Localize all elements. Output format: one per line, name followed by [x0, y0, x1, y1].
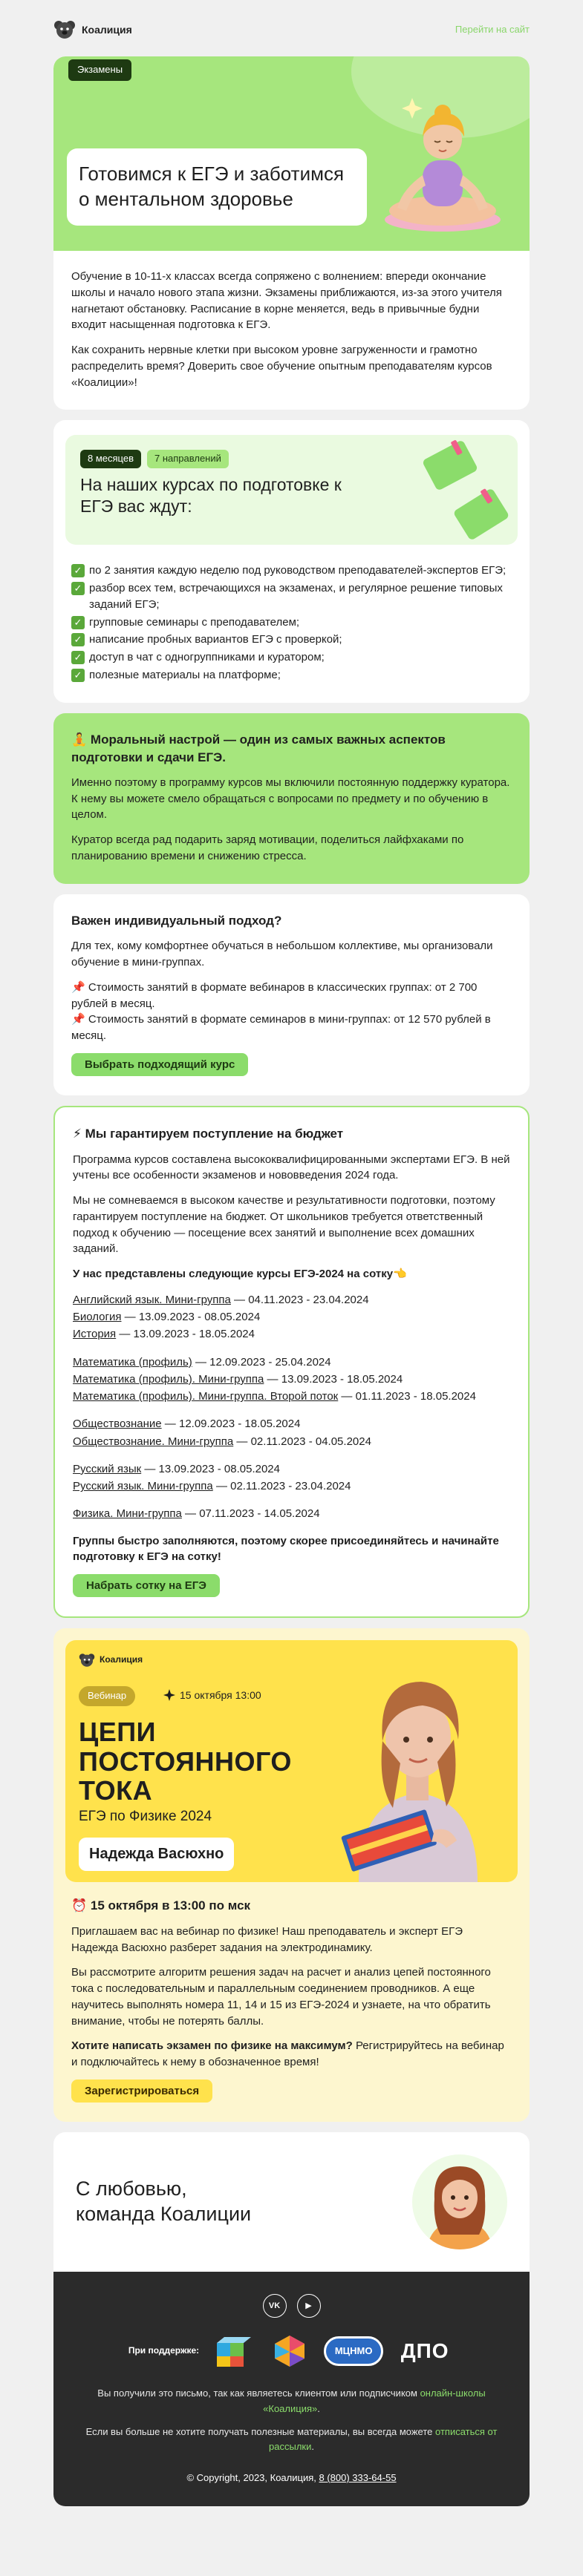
pin-icon: 📌 — [71, 1013, 85, 1026]
social-links — [71, 2294, 512, 2318]
webinar-paragraph-1: Приглашаем вас на вебинар по физике! Наш преподаватель и эксперт ЕГЭ Надежда Васюхно разберет задания на электродинамику. — [71, 1924, 463, 1954]
moral-paragraph-2: Куратор всегда рад подарить заряд мотивации, поделиться лайфхаками по планированию времени и снижению стресса. — [71, 833, 464, 862]
courses-checklist — [53, 545, 530, 702]
course-group — [73, 1505, 510, 1522]
hero-paragraph-2: Как сохранить нервные клетки при высоком уровне загруженности и грамотно распределить время? Доверить свое обучение опытным преподавателям курсов «Коалиции»! — [71, 344, 492, 389]
sparkle-icon — [163, 1689, 175, 1701]
check-icon: ✓ — [71, 651, 85, 664]
course-link[interactable]: Русский язык — [73, 1462, 142, 1475]
course-link[interactable]: Английский язык. Мини-группа — [73, 1293, 231, 1306]
price-item: 📌 Стоимость занятий в формате вебинаров в классических группах: от 2 700 рублей в месяц. — [71, 980, 478, 1010]
phone-link[interactable]: 8 (800) 333-64-55 — [319, 2472, 397, 2484]
koala-logo-icon — [53, 19, 76, 41]
speaker-photo — [336, 1659, 500, 1882]
brand-name: Коалиция — [82, 23, 132, 36]
guarantee-closing: Группы быстро заполняются, поэтому скорее присоединяйтесь и начинайте подготовку к ЕГЭ на сотку! — [73, 1534, 499, 1564]
webinar-paragraph-2: Вы рассмотрите алгоритм решения задач на расчет и анализ цепей постоянного тока с последовательным и параллельным соединением проводников. А еще научитесь выполнять номера 11, 14 и 15 из ЕГЭ-2024 и узнаете, на что обратить внимание, чтобы не потерять баллы. — [71, 1966, 491, 2028]
webinar-date-badge: 15 октября 13:00 — [163, 1688, 261, 1702]
course-row: Русский язык — 13.09.2023 - 08.05.2024 — [73, 1462, 280, 1475]
moral-paragraph-1: Именно поэтому в программу курсов мы включили постоянную поддержку куратора. К нему вы можете смело обращаться с вопросами по предмету и по обучению в целом. — [71, 776, 510, 822]
signoff-card — [53, 2132, 530, 2272]
course-row: Математика (профиль). Мини-группа. Второй поток — 01.11.2023 - 18.05.2024 — [73, 1390, 476, 1403]
brand[interactable] — [53, 19, 132, 41]
speaker-name: Надежда Васюхно — [79, 1838, 234, 1871]
individual-intro: Для тех, кому комфортнее обучаться в небольшом коллективе, мы организовали обучение в мини-группах. — [71, 940, 493, 969]
webinar-brand: Коалиция — [79, 1652, 143, 1668]
courses-card — [53, 420, 530, 702]
course-link[interactable]: Математика (профиль). Мини-группа — [73, 1372, 264, 1386]
course-row: Обществознание. Мини-группа — 02.11.2023 - 04.05.2024 — [73, 1435, 371, 1448]
webinar-text — [53, 1894, 530, 2122]
course-group — [73, 1354, 510, 1406]
courses-list-title: У нас представлены следующие курсы ЕГЭ-2024 на сотку👈 — [73, 1268, 407, 1281]
guarantee-card — [53, 1106, 530, 1618]
price-item: 📌 Стоимость занятий в формате семинаров в мини-группах: от 12 570 рублей в месяц. — [71, 1013, 491, 1043]
go-to-site-link[interactable]: Перейти на сайт — [455, 23, 530, 35]
course-row: Английский язык. Мини-группа — 04.11.2023 - 23.04.2024 — [73, 1293, 369, 1306]
register-button[interactable]: Зарегистрироваться — [71, 2080, 212, 2103]
footer-unsubscribe-note: Если вы больше не хотите получать полезные материалы, вы всегда можете отписаться от рассылки. — [85, 2425, 498, 2453]
course-row: История — 13.09.2023 - 18.05.2024 — [73, 1328, 255, 1341]
unsubscribe-link[interactable]: отписаться от рассылки — [269, 2425, 498, 2453]
exams-badge: Экзамены — [68, 59, 131, 81]
course-link[interactable]: История — [73, 1328, 117, 1341]
course-group — [73, 1461, 510, 1495]
course-row: Русский язык. Мини-группа — 02.11.2023 - 23.04.2024 — [73, 1480, 351, 1493]
hero-title: Готовимся к ЕГЭ и заботимся о ментальном здоровье — [67, 148, 367, 226]
course-link[interactable]: Математика (профиль) — [73, 1355, 192, 1369]
book-icon — [453, 488, 510, 541]
mcnmo-logo: МЦНМО — [324, 2334, 383, 2368]
individual-title: Важен индивидуальный подход? — [71, 913, 282, 928]
get-hundred-button[interactable]: Набрать сотку на ЕГЭ — [73, 1574, 220, 1597]
course-link[interactable]: Русский язык. Мини-группа — [73, 1480, 213, 1493]
course-link[interactable]: Биология — [73, 1311, 122, 1324]
webinar-heading: ⏰ 15 октября в 13:00 по мск — [71, 1898, 251, 1913]
webinar-title: ЦЕПИ ПОСТОЯННОГО ТОКА — [79, 1717, 292, 1806]
choose-course-button[interactable]: Выбрать подходящий курс — [71, 1053, 248, 1076]
partners — [71, 2334, 512, 2368]
school-link[interactable]: онлайн-школы «Коалиция» — [263, 2387, 486, 2414]
webinar-cta: Хотите написать экзамен по физике на максимум? Регистрируйтесь на вебинар и подключайтесь к нему в обозначенное время! — [71, 2039, 504, 2069]
list-item: ✓ доступ в чат с одногруппниками и куратором; — [71, 649, 512, 666]
course-row: Биология — 13.09.2023 - 08.05.2024 — [73, 1311, 261, 1324]
signoff-text: С любовью, команда Коалиции — [76, 2177, 252, 2225]
webinar-card — [53, 1628, 530, 2122]
list-item: ✓ полезные материалы на платформе; — [71, 667, 512, 684]
course-row: Математика (профиль) — 12.09.2023 - 25.04.2024 — [73, 1355, 331, 1369]
list-item: ✓ написание пробных вариантов ЕГЭ с проверкой; — [71, 632, 512, 648]
guarantee-paragraph-1: Программа курсов составлена высококвалифицированными экспертами ЕГЭ. В ней учтены все особенности экзаменов и нововведения 2024 года. — [73, 1153, 510, 1182]
hero-card — [53, 56, 530, 410]
alarm-clock-icon: ⏰ — [71, 1898, 88, 1913]
lightning-icon: ⚡ — [73, 1126, 82, 1141]
courses-banner-title: На наших курсах по подготовке к ЕГЭ вас ждут: — [80, 475, 342, 516]
list-item: ✓ групповые семинары с преподавателем; — [71, 614, 512, 631]
meditation-emoji-icon: 🧘 — [71, 732, 88, 747]
directions-tag: 7 направлений — [147, 450, 229, 468]
hero-paragraph-1: Обучение в 10-11-х классах всегда сопряжено с волнением: впереди окончание школы и начало нового этапа жизни. Экзамены приближаются, из-за этого учителя нагнетают обстановку. Расписание в корне меняется, ведь в привычные будни входит насыщенная подготовка к ЕГЭ. — [71, 270, 502, 332]
webinar-badge: Вебинар — [79, 1686, 135, 1706]
pin-icon: 📌 — [71, 980, 85, 994]
course-link[interactable]: Физика. Мини-группа — [73, 1507, 182, 1521]
vk-icon[interactable]: VK — [263, 2294, 287, 2318]
meditation-illustration-icon — [380, 92, 506, 233]
course-row: Математика (профиль). Мини-группа — 13.09.2023 - 18.05.2024 — [73, 1372, 403, 1386]
moral-card — [53, 713, 530, 884]
email-footer — [53, 2272, 530, 2506]
copyright: © Copyright, 2023, Коалиция, 8 (800) 333-64-55 — [186, 2472, 397, 2484]
check-icon: ✓ — [71, 564, 85, 577]
hexagon-logo-icon — [267, 2334, 312, 2368]
webinar-banner — [65, 1640, 518, 1882]
months-tag: 8 месяцев — [80, 450, 141, 468]
course-group — [73, 1415, 510, 1450]
course-link[interactable]: Математика (профиль). Мини-группа. Второй поток — [73, 1390, 339, 1403]
email-header — [53, 13, 530, 46]
check-icon: ✓ — [71, 616, 85, 629]
list-item: ✓ разбор всех тем, встречающихся на экзаменах, и регулярное решение типовых заданий ЕГЭ; — [71, 580, 512, 613]
courses-banner — [65, 435, 518, 545]
partners-label: При поддержке: — [128, 2345, 200, 2356]
hero-banner — [53, 56, 530, 251]
course-link[interactable]: Обществознание — [73, 1418, 162, 1431]
check-icon: ✓ — [71, 633, 85, 646]
memoji-icon — [412, 2154, 507, 2249]
course-row: Физика. Мини-группа — 07.11.2023 - 14.05.2024 — [73, 1507, 320, 1521]
individual-card — [53, 894, 530, 1095]
list-item: ✓ по 2 занятия каждую неделю под руководством преподавателей-экспертов ЕГЭ; — [71, 563, 512, 579]
guarantee-title: ⚡ Мы гарантируем поступление на бюджет — [73, 1126, 344, 1141]
avatar — [412, 2154, 507, 2249]
youtube-icon[interactable]: ▶ — [297, 2294, 321, 2318]
koala-logo-icon — [79, 1652, 95, 1668]
moral-title: 🧘 Моральный настрой — один из самых важных аспектов подготовки и сдачи ЕГЭ. — [71, 732, 446, 765]
webinar-subtitle: ЕГЭ по Физике 2024 — [79, 1809, 212, 1825]
footer-subscription-note: Вы получили это письмо, так как являетесь клиентом или подписчиком онлайн-школы «Коалиция». — [97, 2387, 486, 2414]
hero-text — [53, 251, 530, 410]
guarantee-paragraph-2: Мы не сомневаемся в высоком качестве и результативности подготовки, поэтому гарантируем поступление на бюджет. От школьников требуется ответственный подход к обучению — посещение всех занятий и выполнение всех домашних заданий. — [73, 1194, 495, 1256]
course-row: Обществознание — 12.09.2023 - 18.05.2024 — [73, 1418, 301, 1431]
dpo-logo: ДПО — [400, 2339, 449, 2362]
check-icon: ✓ — [71, 582, 85, 595]
book-icon — [422, 439, 478, 491]
cube-logo-icon — [211, 2334, 255, 2368]
check-icon: ✓ — [71, 669, 85, 682]
course-group — [73, 1291, 510, 1343]
course-link[interactable]: Обществознание. Мини-группа — [73, 1435, 234, 1448]
